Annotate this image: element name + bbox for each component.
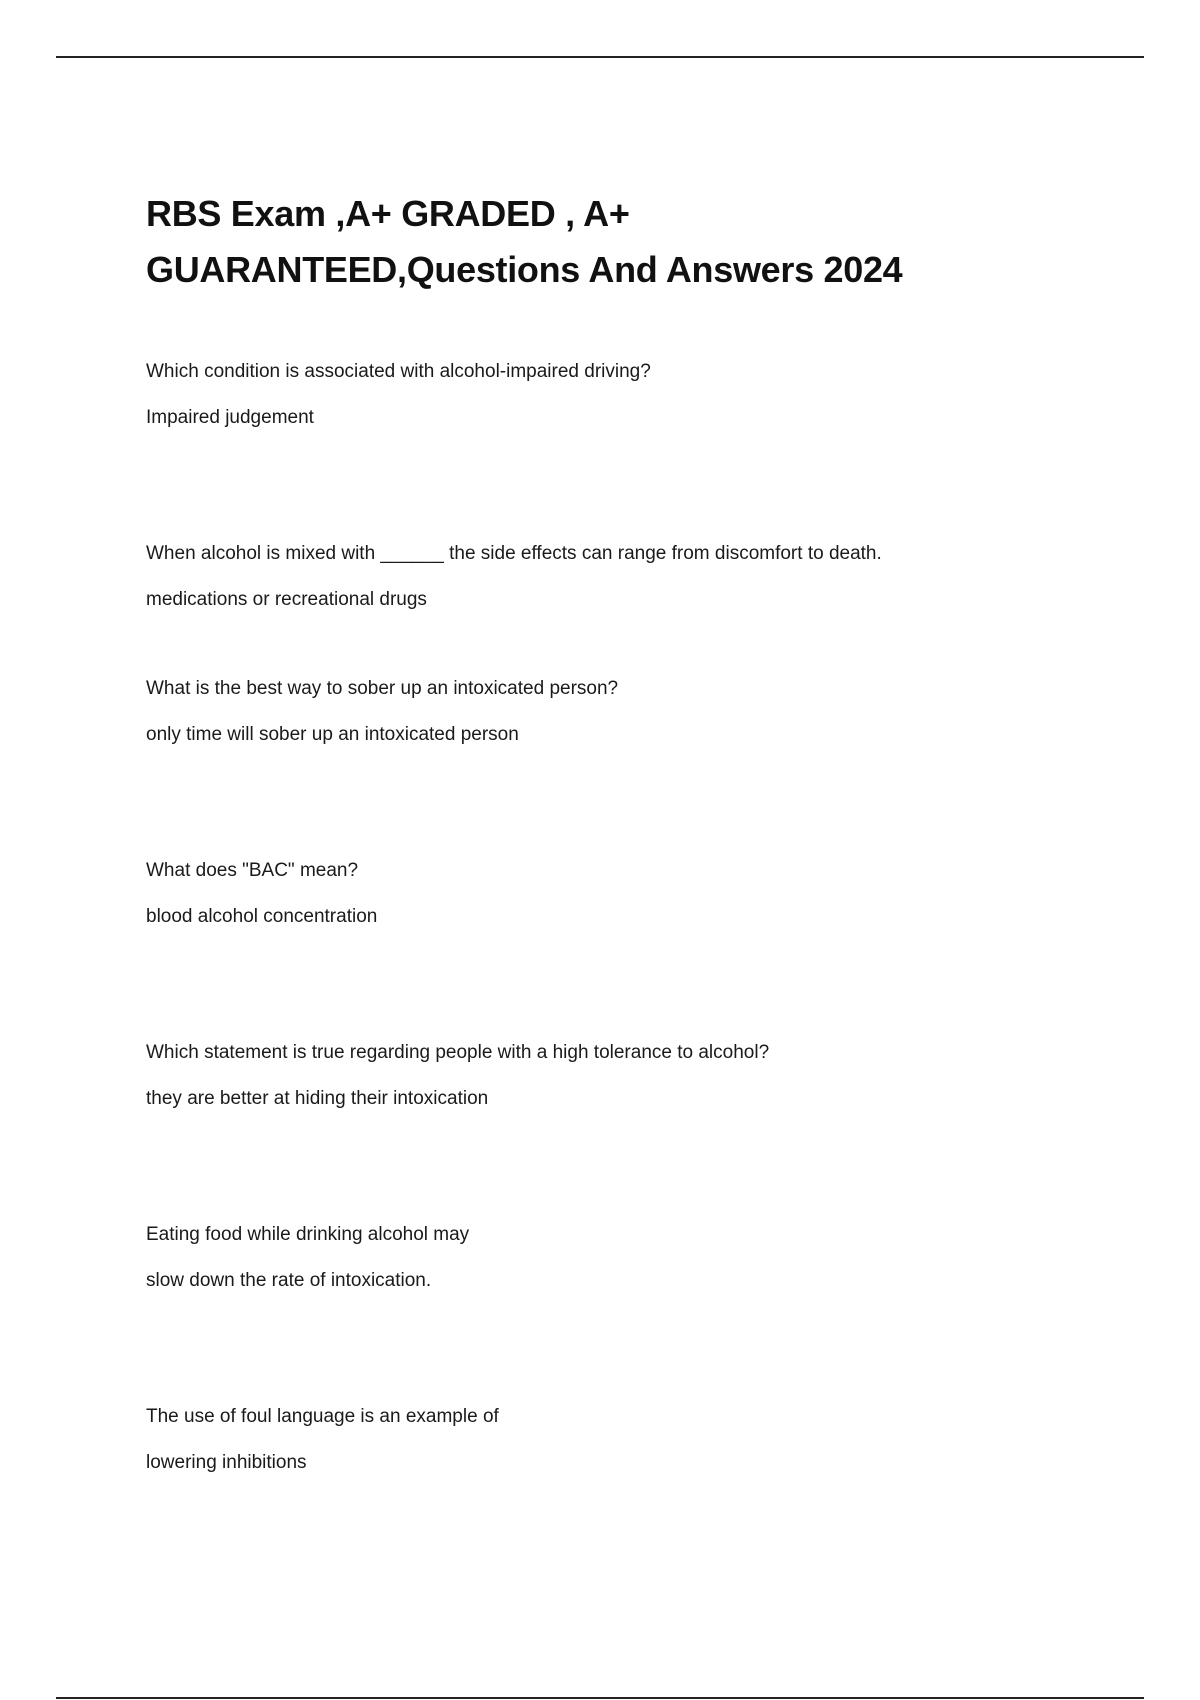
question-text: When alcohol is mixed with ______ the side effects can range from discomfort to death. <box>146 543 882 564</box>
question-text: What is the best way to sober up an intoxicated person? <box>146 678 619 699</box>
answer-text: medications or recreational drugs <box>146 589 427 610</box>
header-rule <box>56 56 1144 58</box>
question-text: Eating food while drinking alcohol may <box>146 1224 470 1245</box>
answer-text: Impaired judgement <box>146 407 314 428</box>
question-text: The use of foul language is an example of <box>146 1406 499 1427</box>
footer-rule <box>56 1697 1144 1699</box>
question-text: What does "BAC" mean? <box>146 860 359 881</box>
answer-text: they are better at hiding their intoxication <box>146 1088 489 1109</box>
answer-text: only time will sober up an intoxicated person <box>146 724 519 745</box>
qa-item <box>146 1394 1106 1486</box>
answer-text: slow down the rate of intoxication. <box>146 1270 432 1291</box>
qa-item <box>146 1030 1106 1122</box>
document-title: RBS Exam ,A+ GRADED , A+ GUARANTEED,Questions And Answers 2024 <box>146 193 903 290</box>
question-text: Which statement is true regarding people with a high tolerance to alcohol? <box>146 1042 770 1063</box>
qa-item <box>146 1212 1106 1304</box>
answer-text: lowering inhibitions <box>146 1452 307 1473</box>
qa-item <box>146 666 1106 758</box>
question-text: Which condition is associated with alcohol-impaired driving? <box>146 361 651 382</box>
answer-text: blood alcohol concentration <box>146 906 378 927</box>
qa-item <box>146 349 1106 441</box>
qa-item <box>146 848 1106 940</box>
qa-item <box>146 531 1106 623</box>
